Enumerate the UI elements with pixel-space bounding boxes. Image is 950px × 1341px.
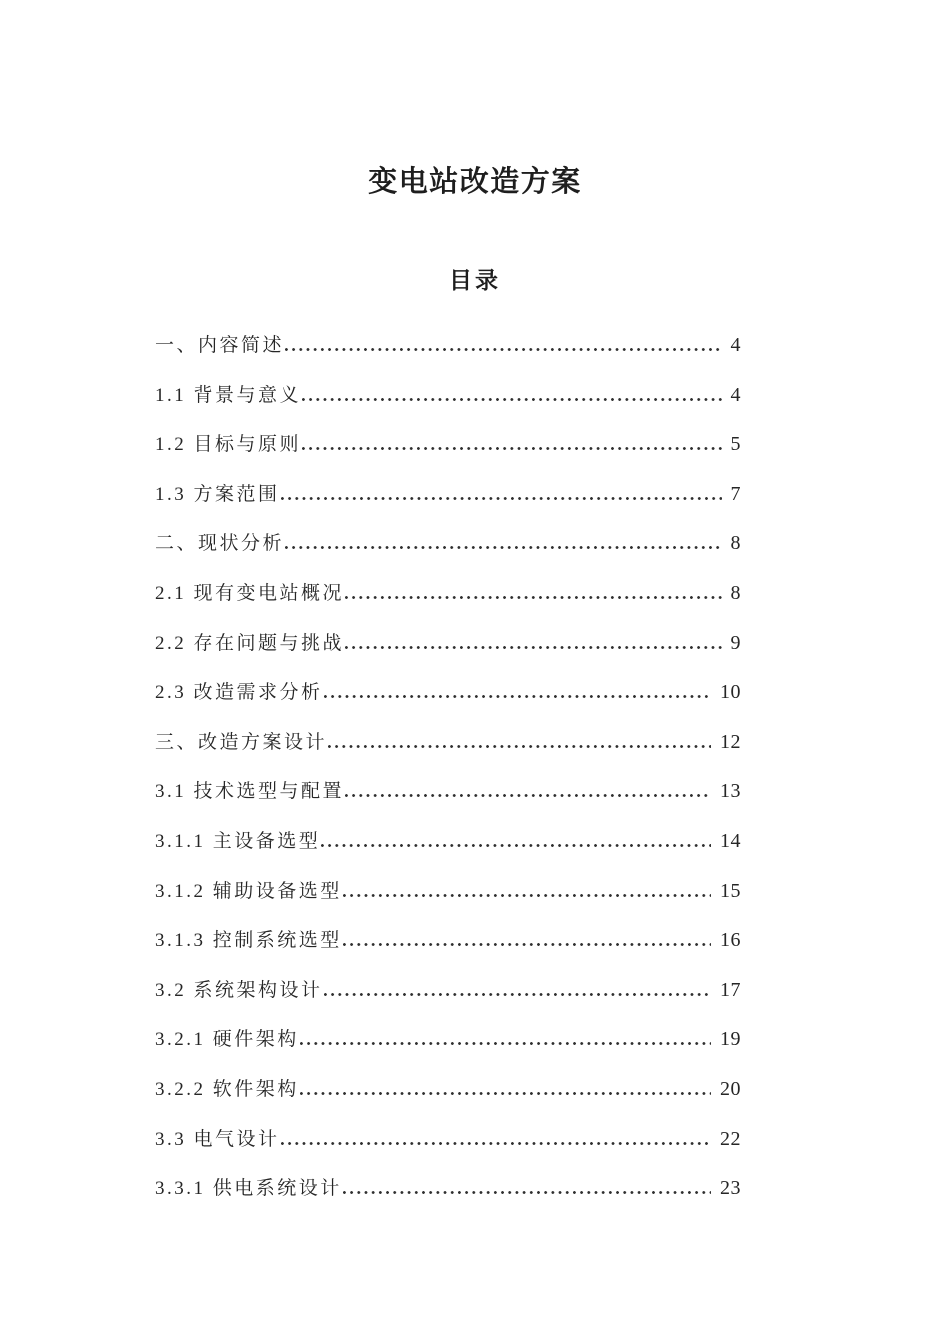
toc-entry-page: 4 xyxy=(730,334,741,356)
toc-entry[interactable] xyxy=(155,420,741,470)
toc-entry[interactable] xyxy=(155,470,741,520)
toc-entry-label: 3.2.1 硬件架构 xyxy=(155,1029,299,1051)
toc-dot-leader xyxy=(324,695,711,698)
toc-dot-leader xyxy=(343,894,711,897)
toc-entry-label: 3.1.3 控制系统选型 xyxy=(155,930,342,952)
toc-entry[interactable] xyxy=(155,1164,741,1214)
toc-entry-label: 1.3 方案范围 xyxy=(155,483,280,505)
toc-entry-page: 10 xyxy=(720,681,741,704)
document-title: 变电站改造方案 xyxy=(368,166,582,198)
toc-entry[interactable] xyxy=(155,767,741,817)
table-of-contents xyxy=(155,321,741,1214)
toc-dot-leader xyxy=(343,1191,711,1194)
toc-dot-leader xyxy=(300,1042,711,1045)
toc-dot-leader xyxy=(345,646,721,649)
toc-entry-label: 三、改造方案设计 xyxy=(155,731,328,753)
toc-entry-page: 16 xyxy=(720,929,741,952)
toc-entry-page: 22 xyxy=(720,1127,741,1150)
toc-dot-leader xyxy=(328,745,711,748)
toc-entry-page: 15 xyxy=(720,879,741,902)
toc-dot-leader xyxy=(302,398,721,401)
toc-dot-leader xyxy=(281,497,722,500)
toc-dot-leader xyxy=(300,1092,711,1095)
toc-entry[interactable] xyxy=(155,1015,741,1065)
toc-entry-label: 2.2 存在问题与挑战 xyxy=(155,632,345,654)
toc-dot-leader xyxy=(321,844,711,847)
toc-entry[interactable] xyxy=(155,619,741,669)
toc-entry[interactable] xyxy=(155,371,741,421)
toc-entry-page: 5 xyxy=(730,433,741,456)
toc-entry-page: 13 xyxy=(720,780,741,803)
toc-entry-label: 一、内容简述 xyxy=(155,335,285,356)
toc-entry-label: 3.1.2 辅助设备选型 xyxy=(155,880,342,902)
toc-entry-page: 7 xyxy=(730,482,741,505)
toc-dot-leader xyxy=(285,546,721,549)
toc-dot-leader xyxy=(281,1142,711,1145)
toc-entry-page: 8 xyxy=(730,581,741,604)
toc-entry[interactable] xyxy=(155,321,741,371)
toc-dot-leader xyxy=(345,794,711,797)
toc-dot-leader xyxy=(285,348,721,351)
toc-entry[interactable] xyxy=(155,817,741,867)
toc-entry[interactable] xyxy=(155,569,741,619)
toc-entry-page: 20 xyxy=(720,1077,741,1100)
toc-entry[interactable] xyxy=(155,916,741,966)
toc-entry-label: 3.2.2 软件架构 xyxy=(155,1078,299,1100)
toc-entry[interactable] xyxy=(155,718,741,768)
toc-entry-label: 3.3.1 供电系统设计 xyxy=(155,1178,342,1200)
toc-entry[interactable] xyxy=(155,519,741,569)
toc-entry-page: 9 xyxy=(730,631,741,654)
toc-entry-label: 3.3 电气设计 xyxy=(155,1128,280,1150)
toc-entry-label: 3.1.1 主设备选型 xyxy=(155,830,321,852)
toc-entry[interactable] xyxy=(155,668,741,718)
toc-entry-page: 8 xyxy=(730,532,741,555)
toc-heading: 目录 xyxy=(449,267,501,293)
toc-entry[interactable] xyxy=(155,1065,741,1115)
toc-entry-page: 14 xyxy=(720,829,741,852)
toc-entry-label: 3.1 技术选型与配置 xyxy=(155,781,345,803)
toc-dot-leader xyxy=(324,993,711,996)
toc-entry-page: 19 xyxy=(720,1028,741,1051)
toc-entry-label: 1.1 背景与意义 xyxy=(155,384,302,406)
toc-entry-page: 17 xyxy=(720,978,741,1001)
toc-entry[interactable] xyxy=(155,867,741,917)
toc-dot-leader xyxy=(343,943,711,946)
toc-entry-label: 二、现状分析 xyxy=(155,533,285,555)
toc-entry-page: 12 xyxy=(720,730,741,753)
toc-entry-label: 2.1 现有变电站概况 xyxy=(155,582,345,604)
toc-entry-label: 2.3 改造需求分析 xyxy=(155,682,323,704)
toc-entry-label: 3.2 系统架构设计 xyxy=(155,979,323,1001)
toc-entry-label: 1.2 目标与原则 xyxy=(155,434,302,456)
toc-entry[interactable] xyxy=(155,1115,741,1165)
toc-dot-leader xyxy=(302,447,721,450)
toc-dot-leader xyxy=(345,596,721,599)
toc-entry-page: 4 xyxy=(730,383,741,406)
toc-entry[interactable] xyxy=(155,966,741,1016)
toc-entry-page: 23 xyxy=(720,1177,741,1200)
